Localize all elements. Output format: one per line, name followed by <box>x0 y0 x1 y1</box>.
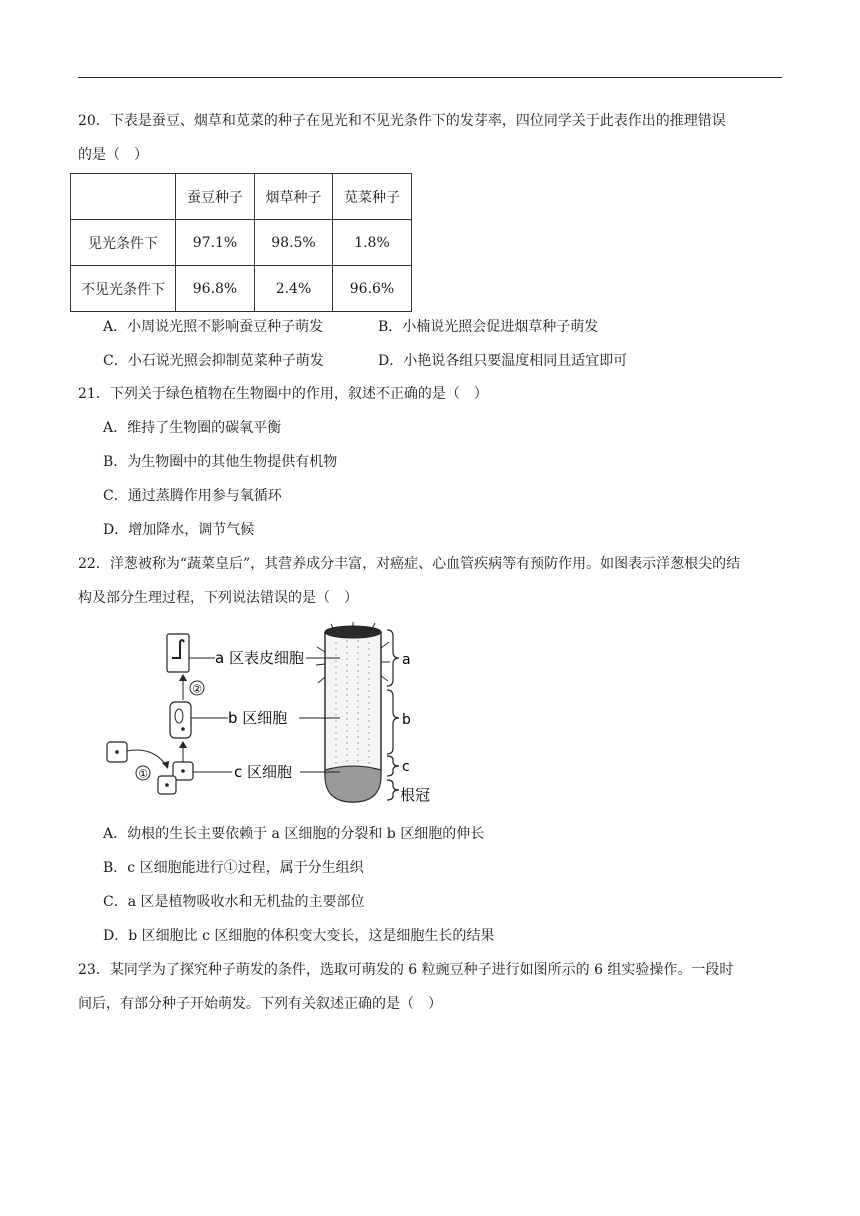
arrow-1-head <box>162 761 169 769</box>
q20-option-d: D．小艳说各组只要温度相同且适宜即可 <box>378 353 628 369</box>
q23-stem-line2: 间后，有部分种子开始萌发。下列有关叙述正确的是（ ） <box>78 996 442 1012</box>
c-cell-label: c 区细胞 <box>234 763 293 781</box>
table-cell: 97.1% <box>176 220 255 266</box>
table-cell: 见光条件下 <box>71 220 176 266</box>
q21-option-c: C．通过蒸腾作用参与氧循环 <box>103 488 282 504</box>
q22-option-d: D．b 区细胞比 c 区细胞的体积变大变长，这是细胞生长的结果 <box>103 928 495 944</box>
q21-option-d: D．增加降水，调节气候 <box>103 522 255 538</box>
table-cell: 98.5% <box>255 220 333 266</box>
table-header-cell: 蚕豆种子 <box>176 174 255 220</box>
q23-stem-line1: 23．某同学为了探究种子萌发的条件，选取可萌发的 6 粒豌豆种子进行如图所示的 6 组实验操作。一段时 <box>78 962 734 978</box>
q21-option-a: A．维持了生物圈的碳氧平衡 <box>103 420 282 436</box>
q22-stem-line1: 22．洋葱被称为“蔬菜皇后”，其营养成分丰富，对癌症、心血管疾病等有预防作用。如图表示洋葱根尖的结 <box>78 556 741 572</box>
root-tip-drawing <box>316 622 390 802</box>
table-cell: 不见光条件下 <box>71 266 176 312</box>
arrow-2-head <box>179 674 187 681</box>
nucleus-dot <box>181 727 185 731</box>
q21-stem: 21．下列关于绿色植物在生物圈中的作用，叙述不正确的是（ ） <box>78 386 488 402</box>
q20-stem-line2: 的是（ ） <box>78 147 148 163</box>
table-cell: 96.8% <box>176 266 255 312</box>
root-cap-label: 根冠 <box>400 786 431 804</box>
q22-stem-line2: 构及部分生理过程，下列说法错误的是（ ） <box>78 590 358 606</box>
q20-option-a: A．小周说光照不影响蚕豆种子萌发 <box>103 319 324 335</box>
arrow-c-to-b-head <box>179 741 187 748</box>
zone-c-label: c <box>402 759 410 775</box>
zone-a-brace <box>387 630 399 686</box>
b-zone-cell-shape <box>170 702 191 738</box>
q20-option-b: B．小楠说光照会促进烟草种子萌发 <box>378 319 599 335</box>
root-cap-brace <box>387 780 399 800</box>
table-cell: 96.6% <box>333 266 412 312</box>
zone-b-label: b <box>402 712 411 728</box>
a-cell-label: a 区表皮细胞 <box>215 649 304 667</box>
table-header-row <box>71 174 412 220</box>
table-row <box>71 220 412 266</box>
step2-label: ② <box>192 682 202 696</box>
mother-nucleus <box>115 750 119 754</box>
b-cell-label: b 区细胞 <box>228 709 288 727</box>
zone-c-brace <box>387 756 399 776</box>
a-zone-cell-shape <box>167 634 189 672</box>
table-header-cell <box>71 174 176 220</box>
onion-root-tip-figure <box>100 622 440 808</box>
step1-label: ① <box>138 767 148 781</box>
table-cell: 1.8% <box>333 220 412 266</box>
table-header-cell: 烟草种子 <box>255 174 333 220</box>
table-header-cell: 苋菜种子 <box>333 174 412 220</box>
q20-stem-line1: 20．下表是蚕豆、烟草和苋菜的种子在见光和不见光条件下的发芽率，四位同学关于此表作出的推理错误 <box>78 113 726 129</box>
daughter-nucleus-top <box>181 769 185 773</box>
q20-option-c: C．小石说光照会抑制苋菜种子萌发 <box>103 353 324 369</box>
q22-option-c: C．a 区是植物吸收水和无机盐的主要部位 <box>103 894 365 910</box>
header-rule <box>78 77 782 78</box>
arrow-1 <box>127 750 166 765</box>
daughter-nucleus-bottom <box>165 783 169 787</box>
q22-option-b: B．c 区细胞能进行①过程，属于分生组织 <box>103 860 364 876</box>
q22-option-a: A．幼根的生长主要依赖于 a 区细胞的分裂和 b 区细胞的伸长 <box>103 826 485 842</box>
table-row <box>71 266 412 312</box>
germination-table <box>70 173 412 312</box>
zone-b-brace <box>387 690 399 754</box>
q21-option-b: B．为生物圈中的其他生物提供有机物 <box>103 454 338 470</box>
zone-a-label: a <box>402 652 411 668</box>
table-cell: 2.4% <box>255 266 333 312</box>
